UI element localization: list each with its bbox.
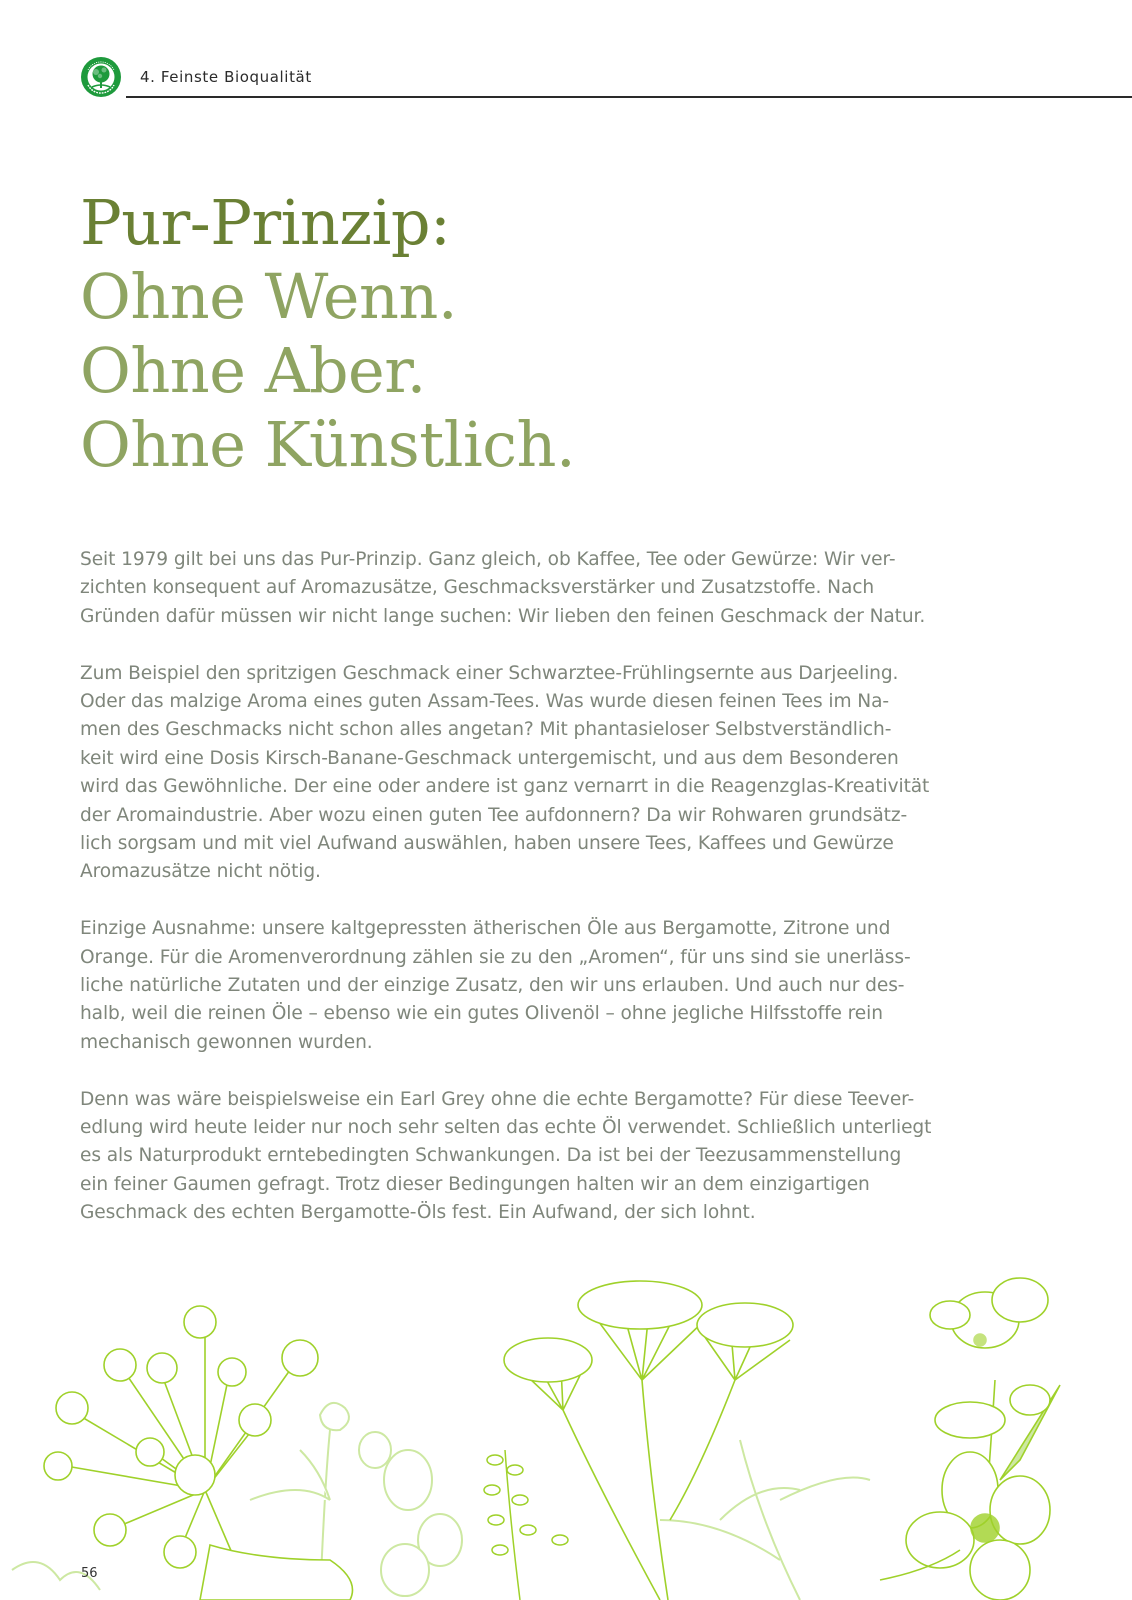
text-line: Denn was wäre beispielsweise ein Earl Grey ohne die echte Bergamotte? Für diese Teever- <box>80 1088 915 1110</box>
title-line-1: Pur-Prinzip: <box>80 186 451 259</box>
page-title <box>80 186 575 482</box>
title-line-4: Ohne Künstlich. <box>80 408 576 481</box>
text-line: Orange. Für die Aromenverordnung zählen sie zu den „Aromen“, für uns sind sie unerläss- <box>80 946 911 968</box>
thyme-sprig-icon <box>484 1450 568 1600</box>
text-line: Zum Beispiel den spritzigen Geschmack einer Schwarztee-Frühlingsernte aus Darjeeling. <box>80 662 899 684</box>
text-line: Einzige Ausnahme: unsere kaltgepressten ätherischen Öle aus Bergamotte, Zitrone und <box>80 918 891 940</box>
text-line: edlung wird heute leider nur noch sehr selten das echte Öl verwendet. Schließlich unterliegt <box>80 1117 932 1139</box>
text-line: Oder das malzige Aroma eines guten Assam-Tees. Was wurde diesen feinen Tees im Na- <box>80 691 889 713</box>
text-line: Geschmack des echten Bergamotte-Öls fest. Ein Aufwand, der sich lohnt. <box>80 1202 756 1224</box>
page-number: 56 <box>81 1566 98 1581</box>
text-line: halb, weil die reinen Öle – ebenso wie ein gutes Olivenöl – ohne jegliche Hilfsstoffe rein <box>80 1003 883 1025</box>
text-line: es als Naturprodukt erntebedingten Schwankungen. Da ist bei der Teezusammenstellung <box>80 1145 902 1167</box>
text-line: men des Geschmacks nicht schon alles angetan? Mit phantasieloser Selbstverständlich- <box>80 719 892 741</box>
paragraph-3 <box>80 915 980 1057</box>
text-line: lich sorgsam und mit viel Aufwand auswählen, haben unsere Tees, Kaffees und Gewürze <box>80 833 894 855</box>
text-line: Gründen dafür müssen wir nicht lange suchen: Wir lieben den feinen Geschmack der Natur. <box>80 605 926 627</box>
blossom-branch-icon <box>880 1278 1060 1600</box>
text-line: ein feiner Gaumen gefragt. Trotz dieser Bedingungen halten wir an dem einzigartigen <box>80 1173 870 1195</box>
title-line-3: Ohne Aber. <box>80 334 426 407</box>
text-line: zichten konsequent auf Aromazusätze, Geschmacksverstärker und Zusatzstoffe. Nach <box>80 577 875 599</box>
angelica-umbel-icon <box>44 1306 353 1600</box>
title-line-2: Ohne Wenn. <box>80 260 458 333</box>
paragraph-1 <box>80 546 980 631</box>
body-text <box>80 546 980 1256</box>
header-divider <box>126 96 1132 98</box>
text-line: Seit 1979 gilt bei uns das Pur-Prinzip. Ganz gleich, ob Kaffee, Tee oder Gewürze: Wir ver- <box>80 549 896 570</box>
text-line: liche natürliche Zutaten und der einzige Zusatz, den wir uns erlauben. Und auch nur des- <box>80 975 905 997</box>
parsley-umbels-icon <box>504 1281 793 1600</box>
text-line: wird das Gewöhnliche. Der eine oder andere ist ganz vernarrt in die Reagenzglas-Kreativität <box>80 776 930 798</box>
text-line: Aromazusätze nicht nötig. <box>80 861 321 883</box>
page-header <box>80 54 1132 100</box>
section-title: 4. Feinste Bioqualität <box>140 68 312 86</box>
paragraph-4 <box>80 1086 980 1228</box>
text-line: der Aromaindustrie. Aber wozu einen guten Tee aufdonnern? Da wir Rohwaren grundsätz- <box>80 804 908 826</box>
paragraph-2 <box>80 660 980 887</box>
text-line: keit wird eine Dosis Kirsch-Banane-Geschmack untergemischt, und aus dem Besonderen <box>80 747 899 769</box>
botanical-illustration <box>0 1250 1132 1600</box>
lebensbaum-logo-icon <box>80 56 122 98</box>
text-line: mechanisch gewonnen wurden. <box>80 1031 373 1053</box>
